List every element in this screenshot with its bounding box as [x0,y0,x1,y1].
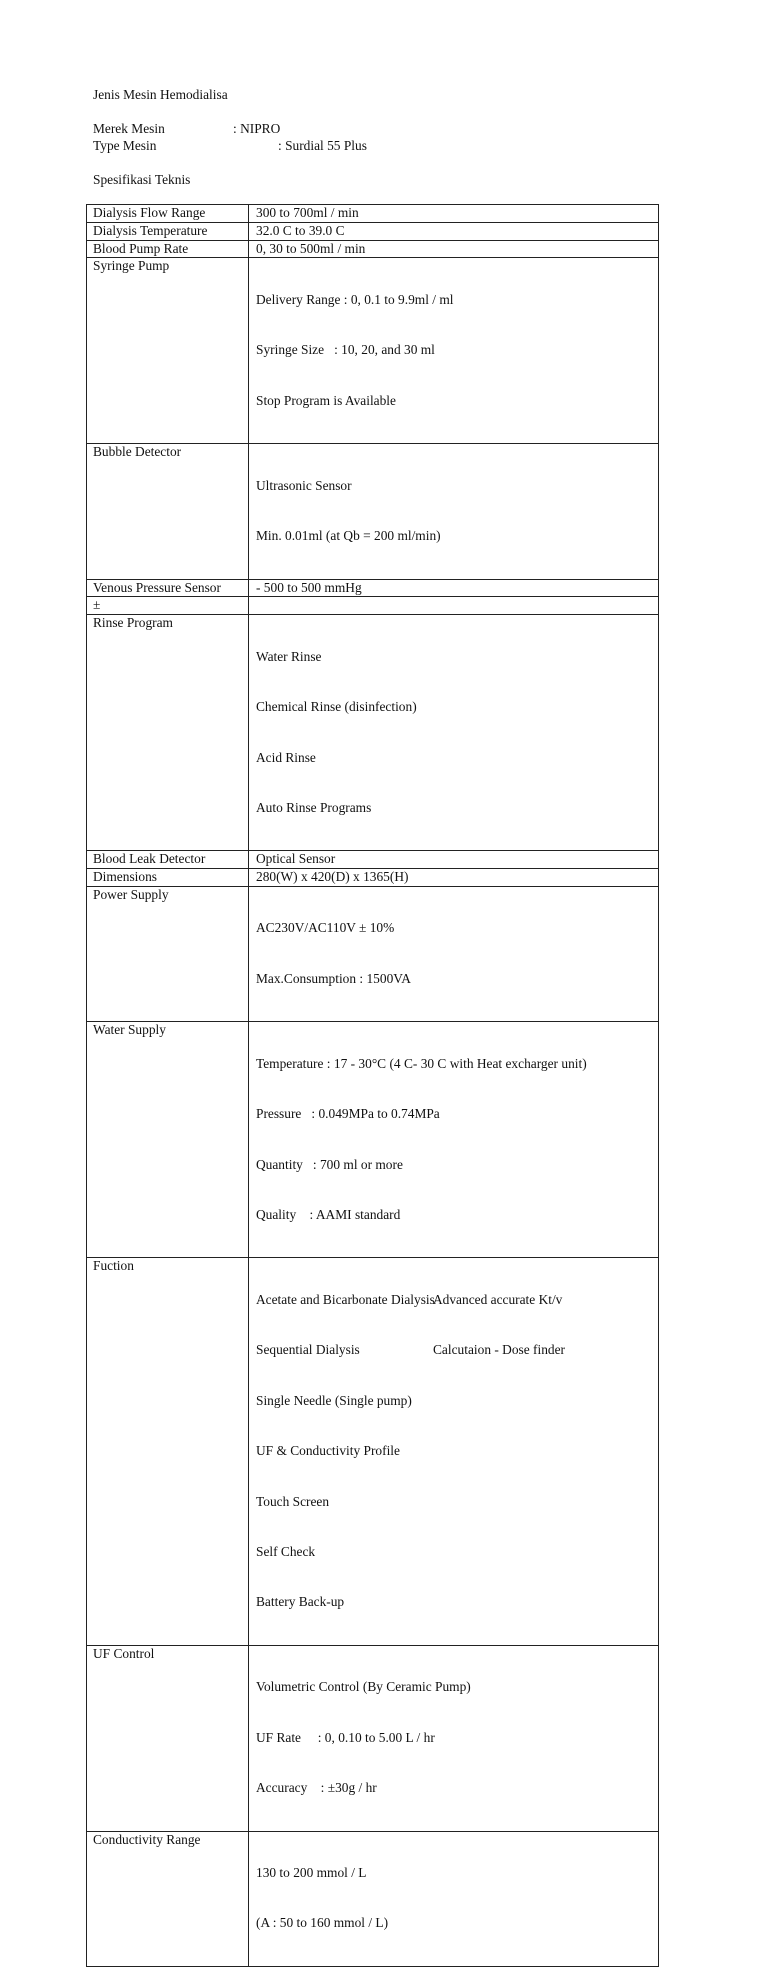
spec-value-line: Auto Rinse Programs [256,799,372,815]
table-row [87,258,659,444]
spec-value-line: Temperature : 17 - 30°C (4 C- 30 C with Heat excharger unit) [256,1055,587,1071]
spec-label: Dialysis Flow Range [87,205,249,223]
spec-value-line: (A : 50 to 160 mmol / L) [256,1915,389,1931]
spec-value-line: Chemical Rinse (disinfection) [256,699,417,715]
spec-value-line: Ultrasonic Sensor [256,477,352,493]
spec-value [249,444,659,579]
spec-value-line: Stop Program is Available [256,392,396,408]
spec-value-line: AC230V/AC110V ± 10% [256,920,395,936]
type-value: : Surdial 55 Plus [278,138,367,153]
spec-value-line: Quantity : 700 ml or more [256,1156,403,1172]
spec-value-line: 0, 30 to 500ml / min [256,240,366,256]
spec-value [249,597,659,615]
spec-value-line [256,1342,658,1359]
spec-value-line: Volumetric Control (By Ceramic Pump) [256,1679,471,1695]
spec-value-line [256,1292,658,1309]
table-row [87,444,659,579]
spec-value [249,258,659,444]
spec-value-line: Max.Consumption : 1500VA [256,970,411,986]
spec-value [249,869,659,887]
spec-value-line: Syringe Size : 10, 20, and 30 ml [256,342,435,358]
spec-label: Rinse Program [87,615,249,851]
spec-value-line: 300 to 700ml / min [256,205,359,220]
spec-value [249,1831,659,1966]
spec-value [249,1022,659,1258]
spec-value [249,886,659,1021]
spec-value-line: Min. 0.01ml (at Qb = 200 ml/min) [256,528,441,544]
spec-label: Venous Pressure Sensor [87,579,249,597]
table-row [87,205,659,223]
spec-value-line: Optical Sensor [256,851,336,867]
spec-label: Dialysis Temperature [87,222,249,240]
spec-label: Water Supply [87,1022,249,1258]
table-row [87,869,659,887]
document-title: Jenis Mesin Hemodialisa [93,87,228,102]
spec-value-line: Water Rinse [256,648,322,664]
spec-heading: Spesifikasi Teknis [93,172,191,187]
table-row [87,851,659,869]
table-row [87,1645,659,1831]
fuction-item: Acetate and Bicarbonate Dialysis [256,1292,435,1307]
type-label: Type Mesin [93,138,157,153]
table-row [87,222,659,240]
spec-label: Blood Pump Rate [87,240,249,258]
spec-value [249,1258,659,1645]
spec-value-line: UF Rate : 0, 0.10 to 5.00 L / hr [256,1729,435,1745]
table-row [87,1022,659,1258]
table-row [87,1258,659,1645]
spec-table [86,204,659,1967]
spec-label: Syringe Pump [87,258,249,444]
spec-value [249,851,659,869]
spec-value-line: Battery Back-up [256,1594,345,1610]
spec-label: Conductivity Range [87,1831,249,1966]
spec-value-line: Single Needle (Single pump) [256,1392,412,1408]
spec-table-body [87,205,659,1967]
spec-value-line: 32.0 C to 39.0 C [256,222,345,238]
fuction-item: Advanced accurate Kt/v [433,1292,563,1307]
spec-value-line: Quality : AAMI standard [256,1207,401,1223]
spec-value-line: Acid Rinse [256,749,316,765]
table-row [87,615,659,851]
brand-value: : NIPRO [233,121,281,136]
spec-value-line: Accuracy : ±30g / hr [256,1780,377,1796]
spec-value [249,615,659,851]
spec-label: UF Control [87,1645,249,1831]
spec-label: ± [87,597,249,615]
spec-value-line: UF & Conductivity Profile [256,1443,400,1459]
table-row [87,597,659,615]
table-row [87,886,659,1021]
fuction-item: Calcutaion - Dose finder [433,1342,566,1358]
brand-label: Merek Mesin [93,121,165,136]
table-row [87,240,659,258]
spec-value-line: Pressure : 0.049MPa to 0.74MPa [256,1106,440,1122]
spec-label: Bubble Detector [87,444,249,579]
spec-value [249,1645,659,1831]
fuction-item: Sequential Dialysis [256,1342,360,1358]
spec-value [249,205,659,223]
spec-label: Dimensions [87,869,249,887]
spec-value-line: 130 to 200 mmol / L [256,1865,367,1881]
table-row [87,579,659,597]
spec-value-line: - 500 to 500 mmHg [256,579,362,595]
spec-value-line: Touch Screen [256,1493,330,1509]
spec-value-line: Delivery Range : 0, 0.1 to 9.9ml / ml [256,291,454,307]
spec-value-line [256,597,658,614]
spec-value-line: Self Check [256,1543,316,1559]
spec-value [249,240,659,258]
spec-label: Power Supply [87,886,249,1021]
spec-label: Fuction [87,1258,249,1645]
spec-value [249,222,659,240]
table-row [87,1831,659,1966]
spec-value-line: 280(W) x 420(D) x 1365(H) [256,869,409,885]
spec-label: Blood Leak Detector [87,851,249,869]
spec-value [249,579,659,597]
